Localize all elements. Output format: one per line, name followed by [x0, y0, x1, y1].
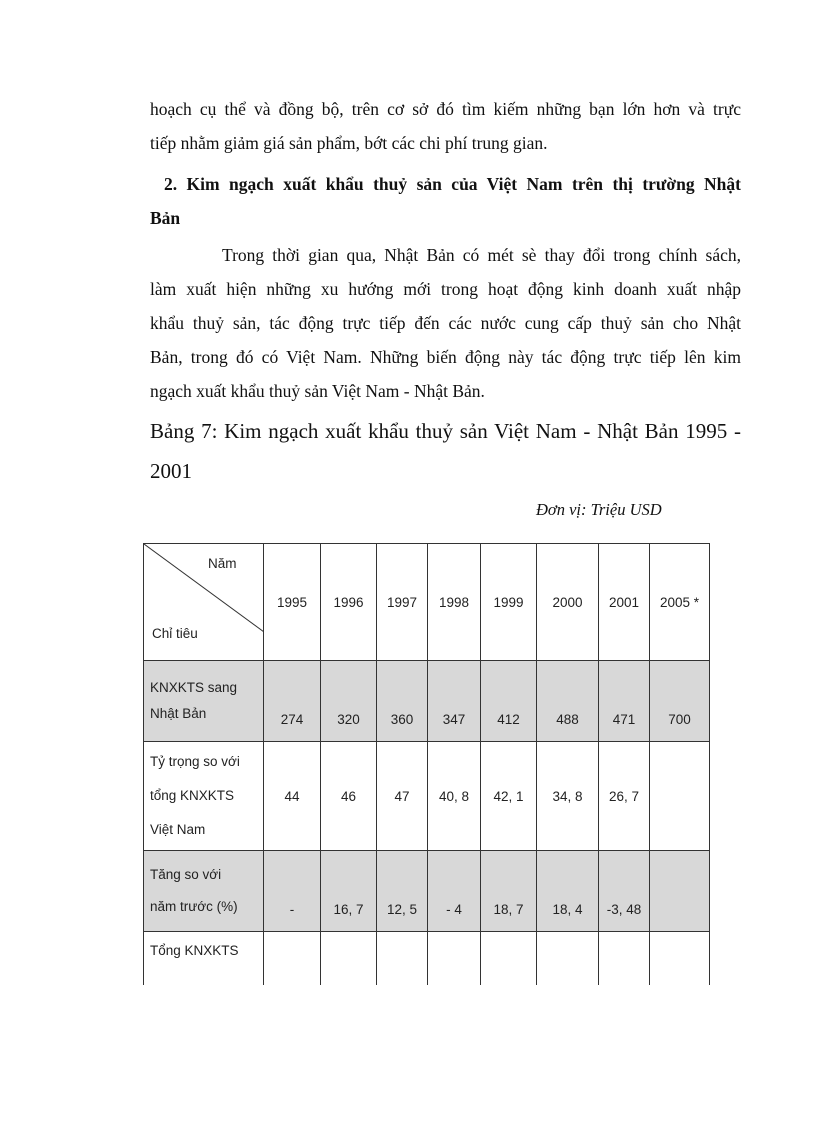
row-label-line: Tăng so với: [150, 867, 222, 882]
table-cell: 12, 5: [377, 851, 428, 932]
heading-line: 2. Kim ngạch xuất khẩu thuỷ sản của Việt Nam trên thị trường Nhật: [164, 174, 741, 194]
table-cell: 34, 8: [537, 742, 599, 851]
corner-year-label: Năm: [208, 556, 237, 571]
table-cell: -: [264, 851, 321, 932]
table-cell: 360: [377, 661, 428, 742]
table-cell: 347: [428, 661, 481, 742]
section-heading: [150, 167, 741, 235]
diagonal-divider: [144, 544, 264, 661]
year-header: 1997: [377, 544, 428, 661]
caption-line: 2001: [150, 459, 192, 483]
text-line: ngạch xuất khẩu thuỷ sản Việt Nam - Nhật Bản.: [150, 381, 485, 401]
page-bottom-margin: [0, 985, 816, 1123]
row-label-line: Việt Nam: [150, 822, 206, 837]
text-line: Trong thời gian qua, Nhật Bản có mét sè thay đổi trong chính sách,: [222, 245, 741, 265]
table-cell: 26, 7: [599, 742, 650, 851]
year-header: 1998: [428, 544, 481, 661]
corner-indicator-label: Chỉ tiêu: [152, 626, 198, 641]
corner-header-cell: [144, 544, 264, 661]
heading-line: Bản: [150, 208, 181, 228]
table-cell: 44: [264, 742, 321, 851]
row-label-line: Tổng KNXKTS: [150, 943, 239, 958]
table-cell: 40, 8: [428, 742, 481, 851]
year-header: 1996: [321, 544, 377, 661]
row-label-line: Tỷ trọng so với: [150, 754, 240, 769]
row-label-line: Nhật Bản: [150, 706, 207, 721]
row-label: [144, 742, 264, 851]
year-header: 2001: [599, 544, 650, 661]
text-line: khẩu thuỷ sản, tác động trực tiếp đến các nước cung cấp thuỷ sản cho Nhật: [150, 313, 741, 333]
export-table: [143, 543, 710, 1012]
table-cell: 700: [650, 661, 710, 742]
table-cell: 488: [537, 661, 599, 742]
table-cell: 471: [599, 661, 650, 742]
year-header: 2000: [537, 544, 599, 661]
table-cell: 274: [264, 661, 321, 742]
table-cell: - 4: [428, 851, 481, 932]
row-label-line: tổng KNXKTS: [150, 788, 235, 803]
table-header-row: [144, 544, 710, 661]
table-cell: 16, 7: [321, 851, 377, 932]
text-line: làm xuất hiện những xu hướng mới trong hoạt động kinh doanh xuất nhập: [150, 279, 741, 299]
year-header: 1999: [481, 544, 537, 661]
table-cell: 47: [377, 742, 428, 851]
row-label-line: năm trước (%): [150, 899, 238, 914]
text-line: Bản, trong đó có Việt Nam. Những biến động này tác động trực tiếp lên kim: [150, 347, 741, 367]
table-cell: -3, 48: [599, 851, 650, 932]
table-caption: [150, 411, 741, 491]
row-label-line: KNXKTS sang: [150, 680, 238, 695]
paragraph-continuation: [150, 92, 741, 160]
text-line: tiếp nhằm giảm giá sản phẩm, bớt các chi phí trung gian.: [150, 133, 548, 153]
year-header: 2005 *: [650, 544, 710, 661]
row-label: [144, 851, 264, 932]
table-cell: [650, 742, 710, 851]
table-cell: 46: [321, 742, 377, 851]
paragraph-intro: [150, 238, 741, 408]
year-header: 1995: [264, 544, 321, 661]
caption-line: Bảng 7: Kim ngạch xuất khẩu thuỷ sản Việt Nam - Nhật Bản 1995 -: [150, 419, 741, 443]
unit-label: Đơn vị: Triệu USD: [536, 500, 662, 519]
table-cell: 42, 1: [481, 742, 537, 851]
table-cell: [650, 851, 710, 932]
table-row: [144, 661, 710, 742]
table-row: [144, 851, 710, 932]
table-cell: 18, 7: [481, 851, 537, 932]
table-cell: 320: [321, 661, 377, 742]
text-line: hoạch cụ thể và đồng bộ, trên cơ sở đó tìm kiếm những bạn lớn hơn và trực: [150, 99, 741, 119]
row-label: [144, 661, 264, 742]
table-row: [144, 742, 710, 851]
table-cell: 412: [481, 661, 537, 742]
table-cell: 18, 4: [537, 851, 599, 932]
